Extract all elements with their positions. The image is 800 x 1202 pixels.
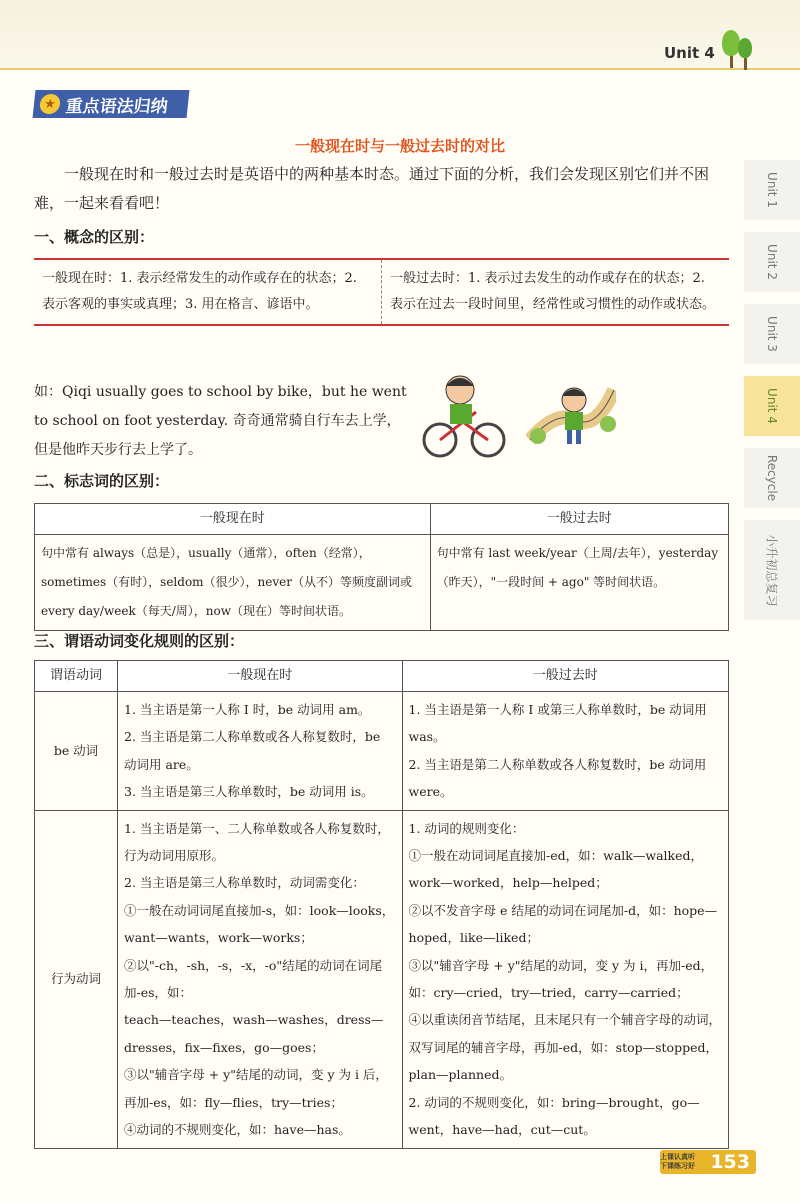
be-past: 1. 当主语是第一人称 I 或第三人称单数时，be 动词用 was。 2. 当主语是第二人称单数或各人称复数时，be 动词用 were。 [402,692,728,811]
intro-paragraph: 一般现在时和一般过去时是英语中的两种基本时态。通过下面的分析，我们会发现区别它们并不困难，一起来看看吧！ [34,165,710,212]
unit-label: Unit 4 [664,44,715,62]
col-verb: 谓语动词 [35,661,118,692]
tab-unit-1[interactable]: Unit 1 [744,160,800,220]
col-past: 一般过去时 [402,661,728,692]
row-label-action: 行为动词 [35,810,118,1148]
unit-side-tabs [744,160,800,632]
page-number: 上课认真听 下课练习好 153 [660,1150,756,1174]
tree-icon [738,38,752,70]
col-past: 一般过去时 [430,504,728,535]
header-bar [0,0,800,70]
tab-unit-3[interactable]: Unit 3 [744,304,800,364]
tab-unit-2[interactable]: Unit 2 [744,232,800,292]
page-title: 一般现在时与一般过去时的对比 [294,137,505,155]
row-label-be: be 动词 [35,692,118,811]
verb-rules-table [34,660,729,1149]
tab-unit-4[interactable]: Unit 4 [744,376,800,436]
heading-verb-rules: 三、谓语动词变化规则的区别： [34,632,245,650]
concept-present: 一般现在时：1. 表示经常发生的动作或存在的状态；2. 表示客观的事实或真理；3. 用在格言、谚语中。 [34,259,382,325]
concept-table [34,258,729,326]
signal-present: 句中常有 always（总是），usually（通常），often（经常），sometimes（有时），seldom（很少），never（从不）等频度副词或 every day/week（每天/周），now（现在）等时间状语。 [35,535,431,631]
signal-past: 句中常有 last week/year（上周/去年），yesterday（昨天），"一段时间 + ago" 等时间状语。 [430,535,728,631]
heading-signal-words: 二、标志词的区别： [34,472,170,490]
tab-recycle[interactable]: Recycle [744,448,800,508]
section-badge: ★ 重点语法归纳 [33,90,190,118]
boy-bike-illustration [418,372,508,460]
col-present: 一般现在时 [118,661,403,692]
example-sentence: 如：Qiqi usually goes to school by bike，but he went to school on foot yesterday. 奇奇通常骑自行车去上学，但是他昨天步行去上学了。 [34,384,407,458]
tab-review[interactable]: 小升初总复习 [744,520,800,620]
concept-past: 一般过去时：1. 表示过去发生的动作或存在的状态；2. 表示在过去一段时间里，经常性或习惯性的动作或状态。 [382,259,730,325]
be-present: 1. 当主语是第一人称 I 时，be 动词用 am。 2. 当主语是第二人称单数或各人称复数时，be 动词用 are。 3. 当主语是第三人称单数时，be 动词用 is。 [118,692,403,811]
heading-concept: 一、概念的区别： [34,228,155,246]
series-label: 上课认真听 下课练习好 [660,1153,695,1170]
action-past: 1. 动词的规则变化： ①一般在动词词尾直接加-ed，如：walk—walked，work—worked，help—helped； ②以不发音字母 e 结尾的动词在词尾加-d，如：hope—hoped，like—liked； ③以"辅音字母 + y"结尾的动词，变 y 为 i，再加-ed，如：cry—cried，try—tried，carry—carried； ④以重读闭音节结尾，且末尾只有一个辅音字母的动词，双写词尾的辅音字母，再加-ed，如：stop—stopped，plan—planned。 2. 动词的不规则变化，如：bring—brought，go—went，have—had，cut—cut。 [402,810,728,1148]
signal-words-table [34,503,729,631]
col-present: 一般现在时 [35,504,431,535]
action-present: 1. 当主语是第一、二人称单数或各人称复数时，行为动词用原形。 2. 当主语是第三人称单数时，动词需变化： ①一般在动词词尾直接加-s，如：look—looks，want—wants，work—works； ②以"-ch，-sh，-s，-x，-o"结尾的动词在词尾加-es，如： teach—teaches，wash—washes，dress—dresses，fix—fixes，go—goes； ③以"辅音字母 + y"结尾的动词，变 y 为 i 后，再加-es，如：fly—flies，try—tries； ④动词的不规则变化，如：have—has。 [118,810,403,1148]
star-icon: ★ [39,94,61,114]
boy-walking-illustration [526,380,616,458]
